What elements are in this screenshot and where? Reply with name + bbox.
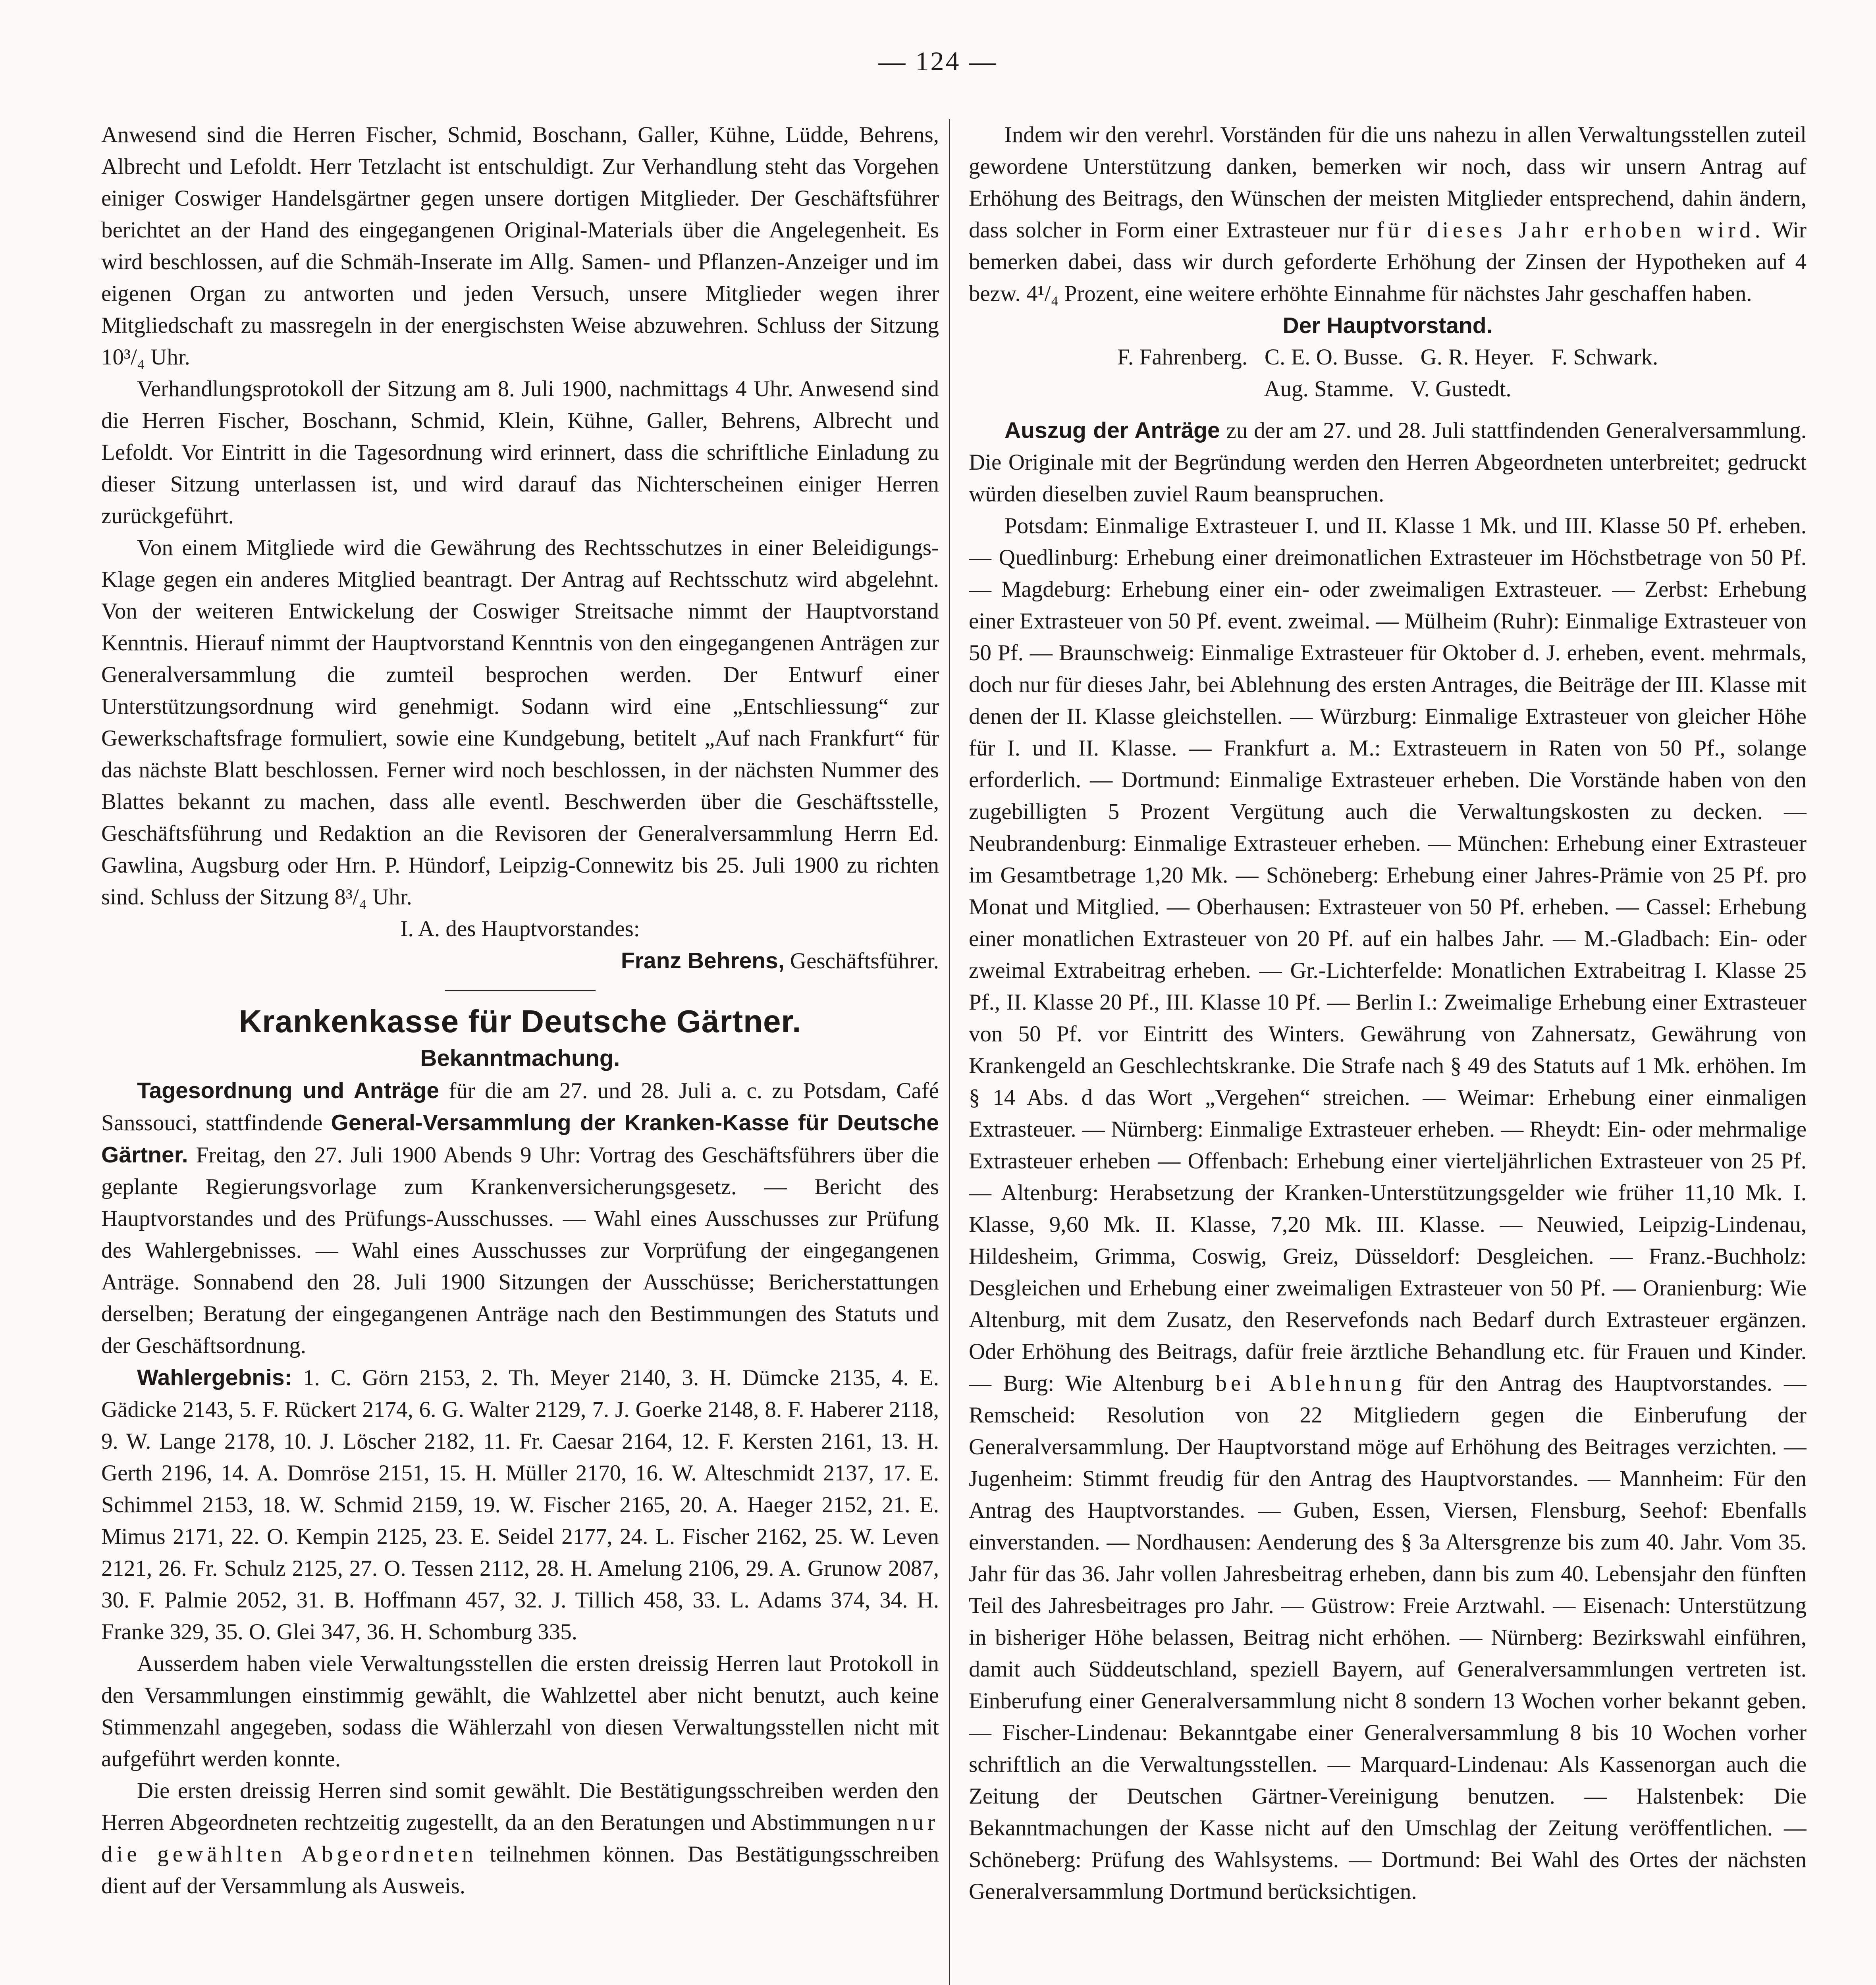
motions-intro-paragraph (969, 414, 1807, 510)
section-title: Krankenkasse für Deutsche Gärtner. (239, 1004, 802, 1039)
board-names-line-2: Aug. Stamme. V. Gustedt. (1264, 376, 1512, 401)
motions-text-a: Potsdam: Einmalige Extrasteuer I. und II. Klasse 1 Mk. und III. Klasse 50 Pf. erheben. — Quedlinburg: Erhebung einer dreimonatlichen Extrasteuer im Höchstbetrage von 50 Pf. — Magdeburg: Erhebung einer ein- oder zweimaligen Extrasteuer. — Zerbst: Erhebung einer Extrasteuer von 50 Pf. event. zweimal. — Mülheim (Ruhr): Einmalige Extrasteuer von 50 Pf. — Braunschweig: Einmalige Extrasteuer für Oktober d. J. erheben, event. mehrmals, doch nur für dieses Jahr, bei Ablehnung des ersten Antrages, die Beiträge der III. Klasse mit denen der II. Klasse gleichstellen. — Würzburg: Einmalige Extrasteuer von gleicher Höhe für I. und II. Klasse. — Frankfurt a. M.: Extrasteuern in Raten von 50 Pf., solange erforderlich. — Dortmund: Einmalige Extrasteuer erheben. Die Vorstände haben von den zugebilligten 5 Prozent Vergütung auch die Verwaltungskosten zu decken. — Neubrandenburg: Einmalige Extrasteuer erheben. — München: Erhebung einer Extrasteuer im Gesamtbetrage 1,20 Mk. — Schöneberg: Erhebung einer Jahres-Prämie von 25 Pf. pro Monat und Mitglied. — Oberhausen: Extrasteuer von 50 Pf. erheben. — Cassel: Erhebung einer monatlichen Extrasteuer von 20 Pf. auf ein halbes Jahr. — M.-Gladbach: Ein- oder zweimal Extrabeitrag erheben. — Gr.-Lichterfelde: Monatlichen Extrabeitrag I. Klasse 25 Pf., II. Klasse 20 Pf., III. Klasse 10 Pf. — Berlin I.: Zweimalige Erhebung einer Extrasteuer von 50 Pf. vor Eintritt des Winters. Gewährung von Zahnersatz, Gewährung von Krankengeld an Geschlechtskranke. Die Strafe nach § 49 des Statuts auf 1 Mk. erhöhen. Im § 14 Abs. d das Wort „Vergehen“ streichen. — Weimar: Erhebung einer einmaligen Extrasteuer. — Nürnberg: Einmalige Extrasteuer erheben. — Rheydt: Ein- oder mehrmalige Extrasteuer erheben — Offenbach: Erhebung einer vierteljährlichen Extrasteuer von 25 Pf. — Altenburg: Herabsetzung der Kranken-Unterstützungsgelder wie früher 11,10 Mk. I. Klasse, 9,60 Mk. II. Klasse, 7,20 Mk. III. Klasse. — Neuwied, Leipzig-Lindenau, Hildesheim, Grimma, Coswig, Greiz, Düsseldorf: Desgleichen. — Franz.-Buchholz: Desgleichen und Erhebung einer zweimaligen Extrasteuer von 50 Pf. — Oranienburg: Wie Altenburg, mit dem Zusatz, den Reservefonds nach Bedarf durch Extrasteuer ergänzen. Oder Erhöhung des Beitrags, dafür freie ärztliche Behandlung etc. für Frauen und Kinder. — Burg: Wie Altenburg (969, 513, 1807, 1396)
motions-list-paragraph (969, 510, 1807, 1908)
elected-paragraph (101, 1775, 939, 1902)
motions-intro-text: zu der am 27. und 28. Juli stattfindenden Generalversammlung. Die Originale mit der Begründung werden den Herren Abgeordneten unterbreitet; gedruckt würden dieselben zuviel Raum beanspruchen. (969, 418, 1807, 507)
elected-text-a: Die ersten dreissig Herren sind somit gewählt. Die Bestätigungsschreiben werden den Herren Abgeordneten rechtzeitig zugestellt, da an den Beratungen und Abstimmungen (101, 1778, 939, 1835)
board-statement-text-b: Wir bemerken dabei, dass wir durch geforderte Erhöhung der Zinsen der Hypotheken auf 4 bezw. 4¹/₄ Prozent, eine weitere erhöhte Einnahme für nächstes Jahr geschaffen haben. (969, 218, 1807, 306)
board-names-line-1: F. Fahrenberg. C. E. O. Busse. G. R. Heyer. F. Schwark. (1117, 345, 1658, 370)
column-divider (949, 119, 950, 1985)
election-note-paragraph: Ausserdem haben viele Verwaltungsstellen die ersten dreissig Herren laut Protokoll in den Versammlungen einstimmig gewählt, die Wahlzettel aber nicht benutzt, auch keine Stimmenzahl angegeben, sodass die Wählerzahl von diesen Verwaltungsstellen nicht mit aufgeführt werden konnte. (101, 1651, 939, 1771)
elected-text-b: teilnehmen können. Das Bestätigungsschreiben dient auf der Versammlung als Ausweis. (101, 1842, 939, 1898)
page-number: — 124 — (878, 46, 998, 76)
election-results-paragraph (101, 1362, 939, 1648)
motions-heading: Auszug der Anträge (1005, 418, 1220, 443)
agenda-text-a: für die am 27. und 28. Juli a. c. zu Potsdam, Café Sanssouci, stattfindende (101, 1078, 939, 1135)
section-subtitle: Bekanntmachung. (420, 1045, 620, 1071)
signature-line-1: I. A. des Hauptvorstandes: (400, 916, 640, 941)
board-statement-paragraph (969, 119, 1807, 310)
agenda-text-b: Freitag, den 27. Juli 1900 Abends 9 Uhr: Vortrag des Geschäftsführers über die geplante Regierungsvorlage zum Krankenversicherungsgesetz. — Bericht des Hauptvorstandes und des Prüfungs-Ausschusses. — Wahl eines Ausschusses zur Prüfung des Wahlergebnisses. — Wahl eines Ausschusses zur Vorprüfung der eingegangenen Anträge. Sonnabend den 28. Juli 1900 Sitzungen der Ausschüsse; Bericherstattungen derselben; Beratung der eingegangenen Anträge nach den Bestimmungen des Statuts und der Geschäftsordnung. (101, 1143, 939, 1358)
section-divider (445, 990, 596, 991)
board-title: Der Hauptvorstand. (1282, 313, 1493, 338)
election-results-text: 1. C. Görn 2153, 2. Th. Meyer 2140, 3. H. Dümcke 2135, 4. E. Gädicke 2143, 5. F. Rückert 2174, 6. G. Walter 2129, 7. J. Goerke 2148, 8. F. Haberer 2118, 9. W. Lange 2178, 10. J. Löscher 2182, 11. Fr. Caesar 2164, 12. F. Kersten 2161, 13. H. Gerth 2196, 14. A. Domröse 2151, 15. H. Müller 2170, 16. W. Alteschmidt 2137, 17. E. Schimmel 2153, 18. W. Schmid 2159, 19. W. Fischer 2165, 20. A. Haeger 2152, 21. E. Mimus 2171, 22. O. Kempin 2125, 23. E. Seidel 2177, 24. L. Fischer 2162, 25. W. Leven 2121, 26. Fr. Schulz 2125, 27. O. Tessen 2112, 28. H. Amelung 2106, 29. A. Grunow 2087, 30. F. Palmie 2052, 31. B. Hoffmann 457, 32. J. Tillich 458, 33. L. Adams 374, 34. H. Franke 329, 35. O. Glei 347, 36. H. Schomburg 335. (101, 1365, 939, 1644)
agenda-paragraph (101, 1075, 939, 1362)
agenda-assembly-name: General-Versammlung der Kranken-Kasse für Deutsche Gärtner. (101, 1110, 939, 1168)
signature-role: Geschäftsführer. (784, 948, 939, 973)
signature-line-2 (101, 945, 939, 977)
board-statement-spaced: für dieses Jahr erhoben wird. (1376, 218, 1764, 243)
elected-text-spaced: nur die gewählten Abgeordneten (101, 1810, 939, 1867)
protocol-paragraph-3: Von einem Mitgliede wird die Gewährung des Rechtsschutzes in einer Beleidigungs-Klage gegen ein anderes Mitglied beantragt. Der Antrag auf Rechtsschutz wird abgelehnt. Von der weiteren Entwickelung der Coswiger Streitsache nimmt der Hauptvorstand Kenntnis. Hierauf nimmt der Hauptvorstand Kenntnis von den eingegangenen Anträgen zur Generalversammlung die zumteil besprochen werden. Der Entwurf einer Unterstützungsordnung wird genehmigt. Sodann wird eine „Entschliessung“ zur Gewerkschaftsfrage formuliert, sowie eine Kundgebung, betitelt „Auf nach Frankfurt“ für das nächste Blatt beschlossen. Ferner wird noch beschlossen, in der nächsten Nummer des Blattes bekannt zu machen, dass alle eventl. Beschwerden über die Geschäftsstelle, Geschäftsführung und Redaktion an die Revisoren der Generalversammlung Herrn Ed. Gawlina, Augsburg oder Hrn. P. Hündorf, Leipzig-Connewitz bis 25. Juli 1900 zu richten sind. Schluss der Sitzung 8³/₄ Uhr. (101, 535, 939, 910)
election-results-heading: Wahlergebnis: (137, 1365, 292, 1390)
motions-text-spaced: bei Ablehnung (1215, 1371, 1406, 1396)
protocol-paragraph-2: Verhandlungsprotokoll der Sitzung am 8. Juli 1900, nachmittags 4 Uhr. Anwesend sind die Herren Fischer, Boschann, Schmid, Klein, Kühne, Galler, Behrens, Albrecht und Lefoldt. Vor Eintritt in die Tagesordnung wird erinnert, dass die schriftliche Einladung zu dieser Sitzung unterlassen ist, und wird darauf das Nichterscheinen einiger Herren zurückgeführt. (101, 376, 939, 528)
protocol-paragraph-1: Anwesend sind die Herren Fischer, Schmid, Boschann, Galler, Kühne, Lüdde, Behrens, Albrecht und Lefoldt. Herr Tetzlacht ist entschuldigt. Zur Verhandlung steht das Vorgehen einiger Coswiger Handelsgärtner gegen unsere dortigen Mitglieder. Der Geschäftsführer berichtet an der Hand des eingegangenen Original-Materials über die Angelegenheit. Es wird beschlossen, auf die Schmäh-Inserate im Allg. Samen- und Pflanzen-Anzeiger und im eigenen Organ zu antworten und jeden Versuch, unsere Mitglieder wegen ihrer Mitgliedschaft zu massregeln in der energischsten Weise abzuwehren. Schluss der Sitzung 10³/₄ Uhr. (101, 122, 939, 370)
right-column (969, 119, 1807, 1985)
board-statement-text-a: Indem wir den verehrl. Vorständen für die uns nahezu in allen Verwaltungsstellen zuteil gewordene Unterstützung danken, bemerken wir noch, dass wir unsern Antrag auf Erhöhung des Beitrags, den Wünschen der meisten Mitglieder entsprechend, dahin ändern, dass solcher in Form einer Extrasteuer nur (969, 122, 1807, 243)
motions-text-b: für den Antrag des Hauptvorstandes. — Remscheid: Resolution von 22 Mitgliedern gegen die Einberufung der Generalversammlung. Der Hauptvorstand möge auf Erhöhung des Beitrages verzichten. — Jugenheim: Stimmt freudig für den Antrag des Hauptvorstandes. — Mannheim: Für den Antrag des Hauptvorstandes. — Guben, Essen, Viersen, Flensburg, Seehof: Ebenfalls einverstanden. — Nordhausen: Aenderung des § 3a Altersgrenze bis zum 40. Jahr. Vom 35. Jahr für das 36. Jahr vollen Jahresbeitrag erheben, dann bis zum 40. Lebensjahr den fünften Teil des Jahresbeitrages pro Jahr. — Güstrow: Freie Arztwahl. — Eisenach: Unterstützung in bisheriger Höhe belassen, Beitrag nicht erhöhen. — Nürnberg: Bezirkswahl einführen, damit auch Süddeutschland, speziell Bayern, auf Generalversammlungen vertreten ist. Einberufung einer Generalversammlung nicht 8 sondern 13 Wochen vorher bekannt geben. — Fischer-Lindenau: Bekanntgabe einer Generalversammlung 8 bis 10 Wochen vorher schriftlich an die Verwaltungsstellen. — Marquard-Lindenau: Als Kassenorgan auch die Zeitung der Deutschen Gärtner-Vereinigung benutzen. — Halstenbek: Die Bekanntmachungen der Kasse nicht auf den Umschlag der Zeitung veröffentlichen. — Schöneberg: Prüfung des Wahlsystems. — Dortmund: Bei Wahl des Ortes der nächsten Generalversammlung Dortmund berücksichtigen. (969, 1371, 1807, 1904)
signature-name: Franz Behrens, (621, 948, 785, 973)
agenda-heading: Tagesordnung und Anträge (137, 1078, 440, 1103)
left-column (101, 119, 939, 1985)
